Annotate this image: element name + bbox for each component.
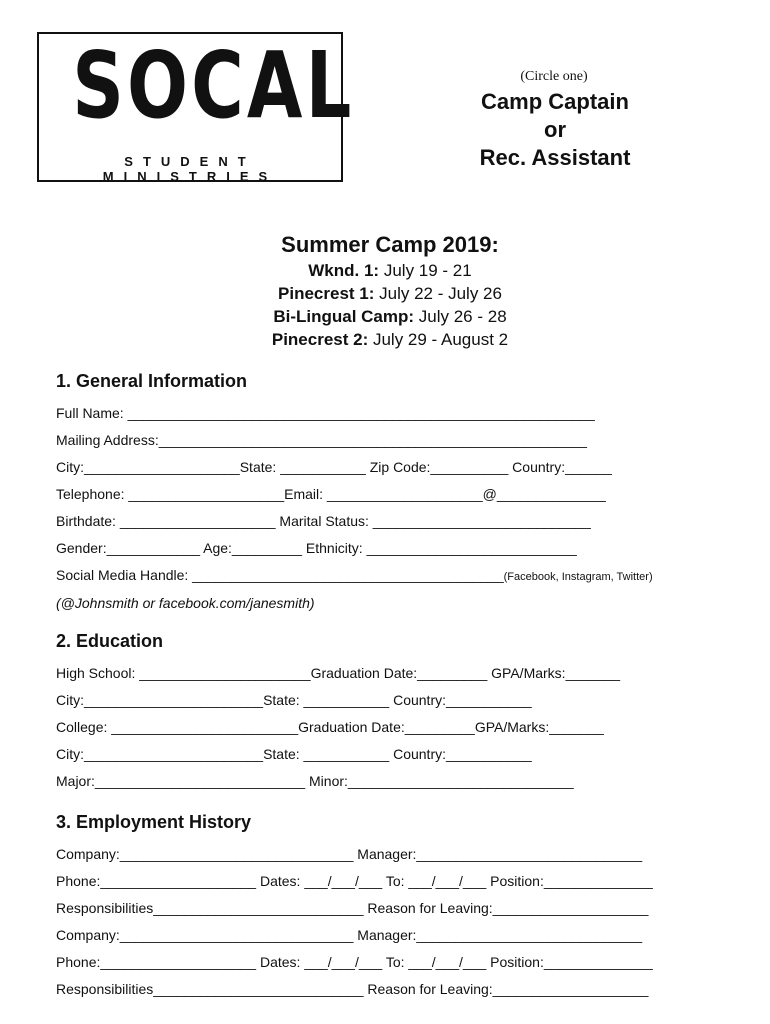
phone-dates-position-field[interactable]: Phone:____________________ Dates: ___/___/___ To: ___/___/___ Position:______________ (56, 873, 653, 889)
social-media-note: (Facebook, Instagram, Twitter) (503, 571, 653, 583)
phone-dates-position-field[interactable]: Phone:____________________ Dates: ___/___/___ To: ___/___/___ Position:______________ (56, 954, 653, 970)
telephone-email-field[interactable]: Telephone: ____________________Email: ____________________@______________ (56, 486, 606, 502)
logo (37, 32, 355, 184)
high-school-field[interactable]: High School: ______________________Graduation Date:_________ GPA/Marks:_______ (56, 665, 621, 681)
role-option-rec-assistant[interactable]: Rec. Assistant (479, 145, 631, 170)
camp-date-line: Wknd. 1: July 19 - 21 (308, 261, 472, 280)
company-manager-field[interactable]: Company:______________________________ Manager:_____________________________ (56, 927, 643, 943)
responsibilities-field[interactable]: Responsibilities___________________________ Reason for Leaving:____________________ (56, 900, 649, 916)
camp-date-line: Bi-Lingual Camp: July 26 - 28 (273, 307, 507, 326)
major-minor-field[interactable]: Major:___________________________ Minor:_____________________________ (56, 773, 574, 789)
mailing-address-field[interactable]: Mailing Address:_______________________________________________________ (56, 432, 587, 448)
section-employment-heading: 3. Employment History (56, 812, 252, 832)
role-or: or (544, 117, 566, 142)
social-media-example: (@Johnsmith or facebook.com/janesmith) (56, 595, 315, 611)
logo-subtitle: STUDENT MINISTRIES (102, 154, 278, 184)
full-name-field[interactable]: Full Name: ____________________________________________________________ (56, 405, 595, 421)
circle-one-note: (Circle one) (520, 69, 588, 84)
college-field[interactable]: College: ________________________Graduation Date:_________GPA/Marks:_______ (56, 719, 604, 735)
birthdate-marital-field[interactable]: Birthdate: ____________________ Marital Status: ____________________________ (56, 513, 591, 529)
responsibilities-field[interactable]: Responsibilities___________________________ Reason for Leaving:____________________ (56, 981, 649, 997)
role-option-camp-captain[interactable]: Camp Captain (481, 89, 629, 114)
high-school-city-field[interactable]: City:_______________________State: ___________ Country:___________ (56, 692, 532, 708)
section-general-heading: 1. General Information (56, 371, 248, 391)
college-city-field[interactable]: City:_______________________State: ___________ Country:___________ (56, 746, 532, 762)
camp-date-line: Pinecrest 1: July 22 - July 26 (278, 284, 502, 303)
social-media-field[interactable]: Social Media Handle: ________________________________________(Facebook, Instagram, Twitter) (56, 567, 653, 583)
gender-age-ethnicity-field[interactable]: Gender:____________ Age:_________ Ethnicity: ___________________________ (56, 540, 577, 556)
camp-title: Summer Camp 2019: (281, 232, 499, 257)
city-state-zip-field[interactable]: City:____________________State: ___________ Zip Code:__________ Country:______ (56, 459, 612, 475)
camp-date-line: Pinecrest 2: July 29 - August 2 (271, 330, 509, 349)
section-education-heading: 2. Education (56, 631, 164, 651)
company-manager-field[interactable]: Company:______________________________ Manager:_____________________________ (56, 846, 643, 862)
logo-wordmark: SOCAL (72, 32, 355, 139)
